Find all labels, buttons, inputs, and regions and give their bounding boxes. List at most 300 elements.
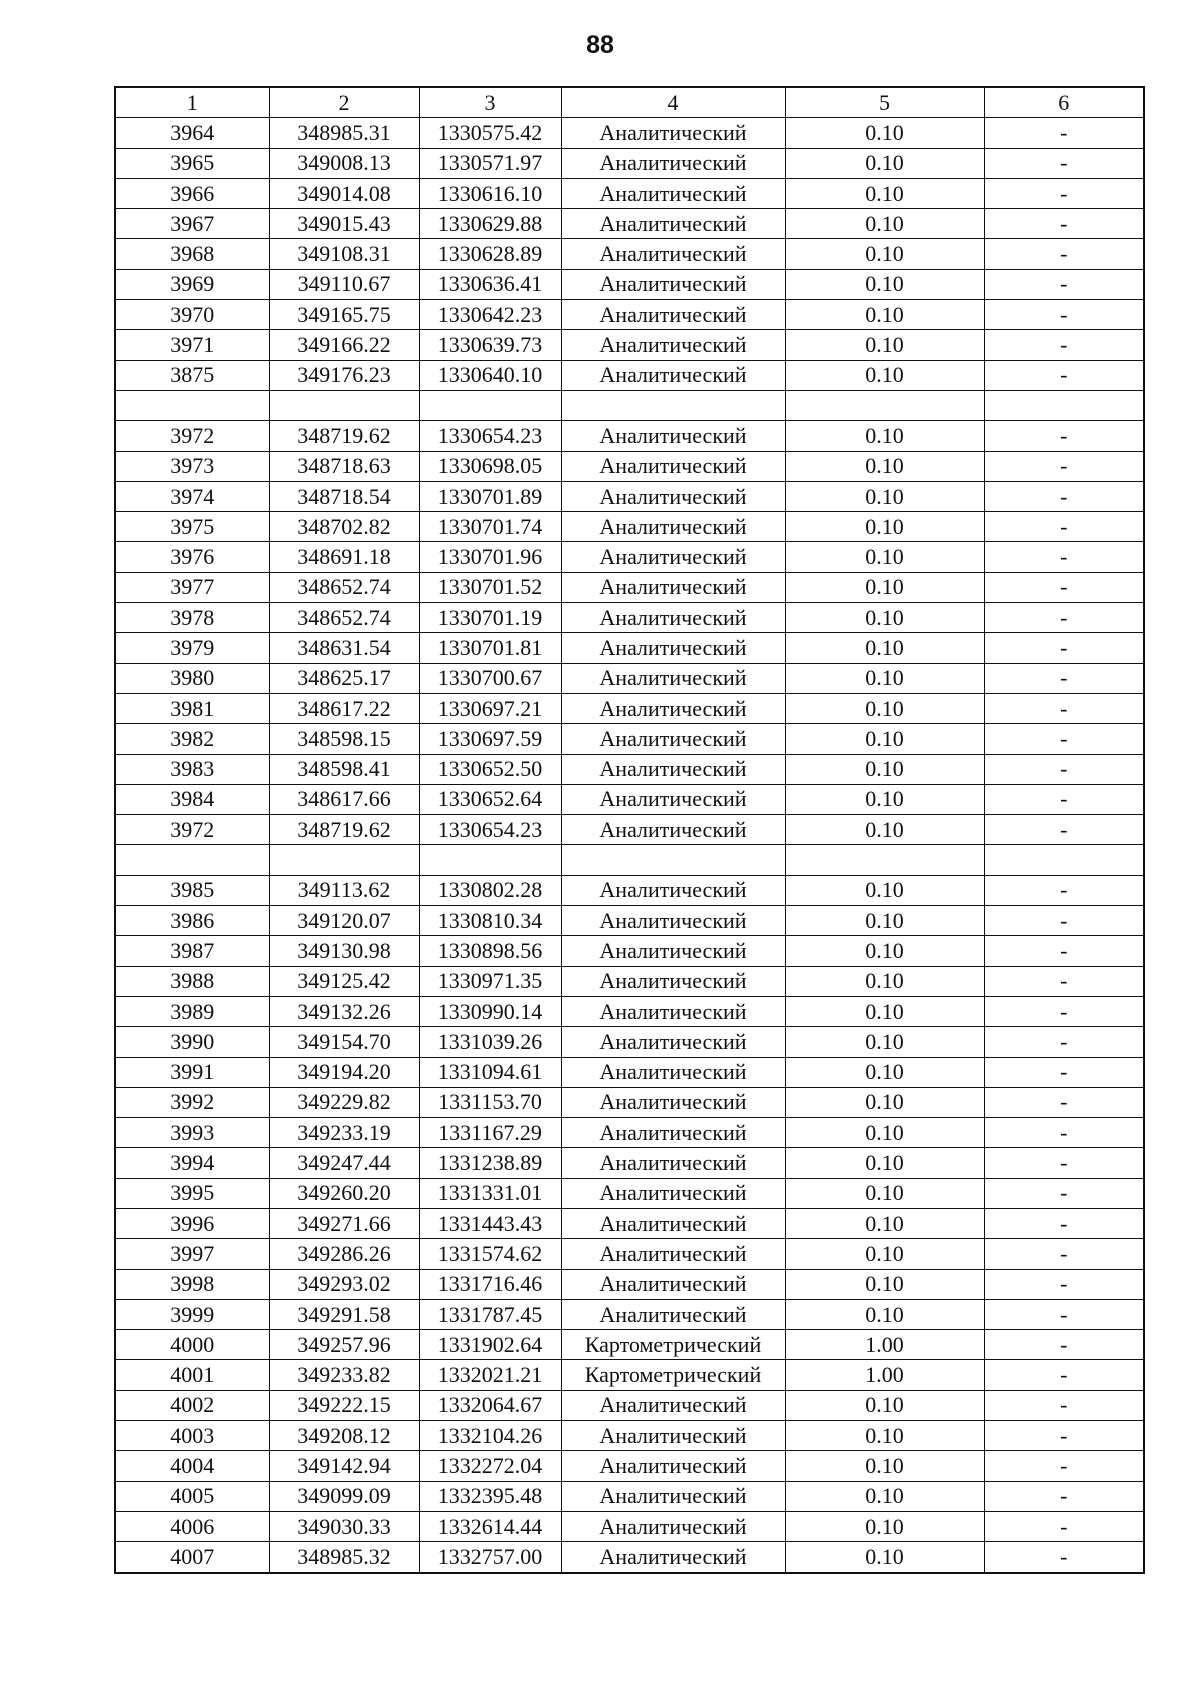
table-row xyxy=(115,178,1144,208)
x-coordinate-cell: 349154.70 xyxy=(269,1027,419,1057)
note-cell: - xyxy=(984,996,1144,1026)
table-separator-row xyxy=(115,390,1144,420)
x-coordinate-cell: 348598.41 xyxy=(269,754,419,784)
table-row xyxy=(115,1087,1144,1117)
x-coordinate-cell: 348702.82 xyxy=(269,512,419,542)
table-row xyxy=(115,1360,1144,1390)
note-cell: - xyxy=(984,603,1144,633)
note-cell: - xyxy=(984,269,1144,299)
x-coordinate-cell: 349165.75 xyxy=(269,300,419,330)
point-number-cell: 3975 xyxy=(115,512,269,542)
point-number-cell: 3971 xyxy=(115,330,269,360)
point-number-cell: 4002 xyxy=(115,1390,269,1420)
point-number-cell: 3988 xyxy=(115,966,269,996)
point-number-cell: 3970 xyxy=(115,300,269,330)
table-row xyxy=(115,330,1144,360)
accuracy-cell: 0.10 xyxy=(785,1178,984,1208)
note-cell: - xyxy=(984,209,1144,239)
point-number-cell: 3972 xyxy=(115,815,269,845)
note-cell: - xyxy=(984,754,1144,784)
note-cell: - xyxy=(984,1087,1144,1117)
x-coordinate-cell: 348985.31 xyxy=(269,118,419,148)
note-cell: - xyxy=(984,1269,1144,1299)
method-cell: Аналитический xyxy=(561,1208,785,1238)
note-cell: - xyxy=(984,1239,1144,1269)
x-coordinate-cell: 349176.23 xyxy=(269,360,419,390)
table-row xyxy=(115,1057,1144,1087)
table-row xyxy=(115,542,1144,572)
point-number-cell: 4003 xyxy=(115,1421,269,1451)
accuracy-cell: 0.10 xyxy=(785,572,984,602)
method-cell: Аналитический xyxy=(561,300,785,330)
accuracy-cell: 0.10 xyxy=(785,1239,984,1269)
note-cell: - xyxy=(984,1148,1144,1178)
x-coordinate-cell: 349108.31 xyxy=(269,239,419,269)
point-number-cell: 3998 xyxy=(115,1269,269,1299)
table-row xyxy=(115,996,1144,1026)
table-row xyxy=(115,906,1144,936)
point-number-cell: 3994 xyxy=(115,1148,269,1178)
method-cell: Аналитический xyxy=(561,754,785,784)
table-row xyxy=(115,148,1144,178)
method-cell: Аналитический xyxy=(561,1148,785,1178)
accuracy-cell: 0.10 xyxy=(785,1027,984,1057)
x-coordinate-cell: 349208.12 xyxy=(269,1421,419,1451)
x-coordinate-cell: 349099.09 xyxy=(269,1481,419,1511)
table-row xyxy=(115,1027,1144,1057)
method-cell: Аналитический xyxy=(561,906,785,936)
header-cell: 4 xyxy=(561,87,785,118)
y-coordinate-cell: 1330697.59 xyxy=(419,724,561,754)
y-coordinate-cell: 1331443.43 xyxy=(419,1208,561,1238)
x-coordinate-cell: 349286.26 xyxy=(269,1239,419,1269)
y-coordinate-cell: 1332757.00 xyxy=(419,1542,561,1573)
note-cell xyxy=(984,390,1144,420)
point-number-cell: 3980 xyxy=(115,663,269,693)
y-coordinate-cell xyxy=(419,390,561,420)
y-coordinate-cell: 1330990.14 xyxy=(419,996,561,1026)
table-row xyxy=(115,1239,1144,1269)
accuracy-cell: 0.10 xyxy=(785,754,984,784)
method-cell xyxy=(561,845,785,875)
y-coordinate-cell: 1330652.64 xyxy=(419,784,561,814)
method-cell: Аналитический xyxy=(561,1481,785,1511)
accuracy-cell: 0.10 xyxy=(785,1299,984,1329)
note-cell: - xyxy=(984,572,1144,602)
note-cell: - xyxy=(984,1178,1144,1208)
method-cell: Аналитический xyxy=(561,966,785,996)
y-coordinate-cell: 1331167.29 xyxy=(419,1118,561,1148)
table-row xyxy=(115,451,1144,481)
method-cell: Аналитический xyxy=(561,330,785,360)
y-coordinate-cell: 1331574.62 xyxy=(419,1239,561,1269)
point-number-cell: 3966 xyxy=(115,178,269,208)
method-cell: Аналитический xyxy=(561,1118,785,1148)
accuracy-cell: 0.10 xyxy=(785,300,984,330)
x-coordinate-cell: 349130.98 xyxy=(269,936,419,966)
method-cell: Аналитический xyxy=(561,512,785,542)
y-coordinate-cell: 1331787.45 xyxy=(419,1299,561,1329)
x-coordinate-cell: 349142.94 xyxy=(269,1451,419,1481)
table-row xyxy=(115,1330,1144,1360)
accuracy-cell: 0.10 xyxy=(785,421,984,451)
x-coordinate-cell: 348625.17 xyxy=(269,663,419,693)
method-cell: Аналитический xyxy=(561,996,785,1026)
method-cell: Аналитический xyxy=(561,421,785,451)
accuracy-cell: 0.10 xyxy=(785,330,984,360)
header-row xyxy=(115,87,1144,118)
point-number-cell: 3968 xyxy=(115,239,269,269)
method-cell: Аналитический xyxy=(561,572,785,602)
accuracy-cell: 1.00 xyxy=(785,1360,984,1390)
table-row xyxy=(115,269,1144,299)
point-number-cell: 4000 xyxy=(115,1330,269,1360)
y-coordinate-cell: 1330571.97 xyxy=(419,148,561,178)
y-coordinate-cell: 1330698.05 xyxy=(419,451,561,481)
method-cell: Картометрический xyxy=(561,1360,785,1390)
x-coordinate-cell: 349233.82 xyxy=(269,1360,419,1390)
note-cell: - xyxy=(984,1481,1144,1511)
table-body xyxy=(115,118,1144,1573)
accuracy-cell: 0.10 xyxy=(785,1208,984,1238)
point-number-cell: 3993 xyxy=(115,1118,269,1148)
note-cell: - xyxy=(984,451,1144,481)
x-coordinate-cell: 349291.58 xyxy=(269,1299,419,1329)
note-cell: - xyxy=(984,1451,1144,1481)
method-cell: Аналитический xyxy=(561,1239,785,1269)
note-cell: - xyxy=(984,330,1144,360)
accuracy-cell: 0.10 xyxy=(785,603,984,633)
note-cell: - xyxy=(984,1330,1144,1360)
table-row xyxy=(115,784,1144,814)
table-row xyxy=(115,633,1144,663)
x-coordinate-cell: 349222.15 xyxy=(269,1390,419,1420)
method-cell: Аналитический xyxy=(561,936,785,966)
note-cell: - xyxy=(984,966,1144,996)
method-cell: Аналитический xyxy=(561,663,785,693)
note-cell: - xyxy=(984,300,1144,330)
point-number-cell: 3973 xyxy=(115,451,269,481)
y-coordinate-cell: 1331039.26 xyxy=(419,1027,561,1057)
y-coordinate-cell: 1330701.19 xyxy=(419,603,561,633)
x-coordinate-cell: 349014.08 xyxy=(269,178,419,208)
x-coordinate-cell: 349247.44 xyxy=(269,1148,419,1178)
note-cell: - xyxy=(984,360,1144,390)
y-coordinate-cell: 1330898.56 xyxy=(419,936,561,966)
method-cell: Аналитический xyxy=(561,815,785,845)
x-coordinate-cell: 348985.32 xyxy=(269,1542,419,1573)
y-coordinate-cell: 1330639.73 xyxy=(419,330,561,360)
header-cell: 3 xyxy=(419,87,561,118)
method-cell: Аналитический xyxy=(561,875,785,905)
accuracy-cell: 0.10 xyxy=(785,1057,984,1087)
accuracy-cell: 0.10 xyxy=(785,875,984,905)
coordinates-table xyxy=(114,86,1145,1574)
accuracy-cell: 0.10 xyxy=(785,209,984,239)
accuracy-cell: 0.10 xyxy=(785,1481,984,1511)
method-cell: Аналитический xyxy=(561,239,785,269)
method-cell: Аналитический xyxy=(561,603,785,633)
x-coordinate-cell: 348718.54 xyxy=(269,481,419,511)
point-number-cell: 3982 xyxy=(115,724,269,754)
x-coordinate-cell: 348631.54 xyxy=(269,633,419,663)
note-cell: - xyxy=(984,693,1144,723)
note-cell: - xyxy=(984,421,1144,451)
y-coordinate-cell: 1330652.50 xyxy=(419,754,561,784)
method-cell: Аналитический xyxy=(561,1421,785,1451)
x-coordinate-cell: 349260.20 xyxy=(269,1178,419,1208)
point-number-cell: 3997 xyxy=(115,1239,269,1269)
point-number-cell: 3999 xyxy=(115,1299,269,1329)
method-cell: Аналитический xyxy=(561,1390,785,1420)
accuracy-cell: 0.10 xyxy=(785,148,984,178)
table-row xyxy=(115,1511,1144,1541)
method-cell: Аналитический xyxy=(561,1087,785,1117)
accuracy-cell: 0.10 xyxy=(785,1390,984,1420)
method-cell: Аналитический xyxy=(561,1178,785,1208)
y-coordinate-cell: 1331094.61 xyxy=(419,1057,561,1087)
y-coordinate-cell: 1330701.74 xyxy=(419,512,561,542)
point-number-cell: 4006 xyxy=(115,1511,269,1541)
y-coordinate-cell: 1330629.88 xyxy=(419,209,561,239)
x-coordinate-cell: 349132.26 xyxy=(269,996,419,1026)
y-coordinate-cell: 1331153.70 xyxy=(419,1087,561,1117)
point-number-cell: 3987 xyxy=(115,936,269,966)
header-cell: 6 xyxy=(984,87,1144,118)
point-number-cell: 3996 xyxy=(115,1208,269,1238)
y-coordinate-cell: 1330642.23 xyxy=(419,300,561,330)
table-row xyxy=(115,239,1144,269)
x-coordinate-cell xyxy=(269,390,419,420)
x-coordinate-cell: 348718.63 xyxy=(269,451,419,481)
table-row xyxy=(115,815,1144,845)
table-row xyxy=(115,1390,1144,1420)
method-cell: Аналитический xyxy=(561,1269,785,1299)
note-cell: - xyxy=(984,1511,1144,1541)
accuracy-cell: 0.10 xyxy=(785,1451,984,1481)
method-cell: Аналитический xyxy=(561,1027,785,1057)
x-coordinate-cell: 349030.33 xyxy=(269,1511,419,1541)
point-number-cell: 3986 xyxy=(115,906,269,936)
accuracy-cell xyxy=(785,845,984,875)
y-coordinate-cell: 1330701.52 xyxy=(419,572,561,602)
accuracy-cell: 0.10 xyxy=(785,1421,984,1451)
point-number-cell xyxy=(115,845,269,875)
accuracy-cell: 0.10 xyxy=(785,663,984,693)
x-coordinate-cell: 348617.22 xyxy=(269,693,419,723)
accuracy-cell: 0.10 xyxy=(785,512,984,542)
table-row xyxy=(115,300,1144,330)
point-number-cell: 3981 xyxy=(115,693,269,723)
x-coordinate-cell: 348652.74 xyxy=(269,603,419,633)
method-cell: Аналитический xyxy=(561,451,785,481)
table-row xyxy=(115,603,1144,633)
accuracy-cell: 0.10 xyxy=(785,269,984,299)
y-coordinate-cell: 1330971.35 xyxy=(419,966,561,996)
y-coordinate-cell: 1330701.89 xyxy=(419,481,561,511)
table-row xyxy=(115,663,1144,693)
x-coordinate-cell: 349166.22 xyxy=(269,330,419,360)
x-coordinate-cell: 349229.82 xyxy=(269,1087,419,1117)
point-number-cell: 3979 xyxy=(115,633,269,663)
y-coordinate-cell: 1331331.01 xyxy=(419,1178,561,1208)
table-row xyxy=(115,118,1144,148)
x-coordinate-cell: 348691.18 xyxy=(269,542,419,572)
note-cell: - xyxy=(984,1421,1144,1451)
point-number-cell: 4007 xyxy=(115,1542,269,1573)
y-coordinate-cell: 1330810.34 xyxy=(419,906,561,936)
note-cell: - xyxy=(984,481,1144,511)
point-number-cell: 3989 xyxy=(115,996,269,1026)
accuracy-cell: 0.10 xyxy=(785,1269,984,1299)
note-cell: - xyxy=(984,875,1144,905)
y-coordinate-cell: 1332614.44 xyxy=(419,1511,561,1541)
method-cell: Аналитический xyxy=(561,148,785,178)
table-row xyxy=(115,572,1144,602)
y-coordinate-cell: 1332021.21 xyxy=(419,1360,561,1390)
method-cell: Аналитический xyxy=(561,481,785,511)
x-coordinate-cell: 348719.62 xyxy=(269,421,419,451)
note-cell: - xyxy=(984,1542,1144,1573)
note-cell: - xyxy=(984,1299,1144,1329)
table-row xyxy=(115,1118,1144,1148)
note-cell: - xyxy=(984,906,1144,936)
header-cell: 5 xyxy=(785,87,984,118)
method-cell: Аналитический xyxy=(561,724,785,754)
note-cell: - xyxy=(984,1118,1144,1148)
x-coordinate-cell: 348598.15 xyxy=(269,724,419,754)
accuracy-cell: 0.10 xyxy=(785,966,984,996)
accuracy-cell: 0.10 xyxy=(785,1148,984,1178)
table-row xyxy=(115,512,1144,542)
table-separator-row xyxy=(115,845,1144,875)
x-coordinate-cell: 349015.43 xyxy=(269,209,419,239)
x-coordinate-cell: 349293.02 xyxy=(269,1269,419,1299)
note-cell: - xyxy=(984,1027,1144,1057)
accuracy-cell: 0.10 xyxy=(785,784,984,814)
y-coordinate-cell: 1330628.89 xyxy=(419,239,561,269)
accuracy-cell: 0.10 xyxy=(785,724,984,754)
y-coordinate-cell: 1330701.96 xyxy=(419,542,561,572)
accuracy-cell: 0.10 xyxy=(785,1542,984,1573)
method-cell: Аналитический xyxy=(561,542,785,572)
accuracy-cell: 0.10 xyxy=(785,178,984,208)
page-number: 88 xyxy=(586,31,614,59)
note-cell xyxy=(984,845,1144,875)
accuracy-cell: 0.10 xyxy=(785,451,984,481)
table-row xyxy=(115,1269,1144,1299)
y-coordinate-cell: 1330701.81 xyxy=(419,633,561,663)
table-row xyxy=(115,209,1144,239)
note-cell: - xyxy=(984,118,1144,148)
method-cell: Аналитический xyxy=(561,118,785,148)
method-cell: Аналитический xyxy=(561,1451,785,1481)
x-coordinate-cell: 349125.42 xyxy=(269,966,419,996)
x-coordinate-cell: 349194.20 xyxy=(269,1057,419,1087)
table-row xyxy=(115,1421,1144,1451)
accuracy-cell: 0.10 xyxy=(785,996,984,1026)
table-row xyxy=(115,1542,1144,1573)
point-number-cell: 3967 xyxy=(115,209,269,239)
y-coordinate-cell: 1330700.67 xyxy=(419,663,561,693)
note-cell: - xyxy=(984,1057,1144,1087)
header-cell: 1 xyxy=(115,87,269,118)
point-number-cell: 3964 xyxy=(115,118,269,148)
x-coordinate-cell: 349110.67 xyxy=(269,269,419,299)
method-cell: Аналитический xyxy=(561,1542,785,1573)
point-number-cell: 3978 xyxy=(115,603,269,633)
y-coordinate-cell: 1330697.21 xyxy=(419,693,561,723)
method-cell: Аналитический xyxy=(561,1299,785,1329)
table-row xyxy=(115,724,1144,754)
accuracy-cell: 0.10 xyxy=(785,542,984,572)
accuracy-cell: 0.10 xyxy=(785,936,984,966)
point-number-cell: 4001 xyxy=(115,1360,269,1390)
accuracy-cell: 0.10 xyxy=(785,633,984,663)
point-number-cell xyxy=(115,390,269,420)
note-cell: - xyxy=(984,724,1144,754)
accuracy-cell: 0.10 xyxy=(785,481,984,511)
table-row xyxy=(115,1178,1144,1208)
accuracy-cell: 0.10 xyxy=(785,118,984,148)
point-number-cell: 3984 xyxy=(115,784,269,814)
y-coordinate-cell: 1330636.41 xyxy=(419,269,561,299)
note-cell: - xyxy=(984,148,1144,178)
note-cell: - xyxy=(984,178,1144,208)
y-coordinate-cell: 1332272.04 xyxy=(419,1451,561,1481)
method-cell: Картометрический xyxy=(561,1330,785,1360)
y-coordinate-cell: 1332395.48 xyxy=(419,1481,561,1511)
method-cell: Аналитический xyxy=(561,360,785,390)
note-cell: - xyxy=(984,1360,1144,1390)
note-cell: - xyxy=(984,815,1144,845)
point-number-cell: 4004 xyxy=(115,1451,269,1481)
note-cell: - xyxy=(984,633,1144,663)
accuracy-cell: 1.00 xyxy=(785,1330,984,1360)
y-coordinate-cell: 1332104.26 xyxy=(419,1421,561,1451)
table-row xyxy=(115,1481,1144,1511)
x-coordinate-cell: 349257.96 xyxy=(269,1330,419,1360)
y-coordinate-cell xyxy=(419,845,561,875)
x-coordinate-cell xyxy=(269,845,419,875)
note-cell: - xyxy=(984,512,1144,542)
table-row xyxy=(115,754,1144,784)
method-cell xyxy=(561,390,785,420)
method-cell: Аналитический xyxy=(561,1057,785,1087)
method-cell: Аналитический xyxy=(561,784,785,814)
x-coordinate-cell: 349120.07 xyxy=(269,906,419,936)
y-coordinate-cell: 1331238.89 xyxy=(419,1148,561,1178)
y-coordinate-cell: 1330575.42 xyxy=(419,118,561,148)
x-coordinate-cell: 349113.62 xyxy=(269,875,419,905)
x-coordinate-cell: 349233.19 xyxy=(269,1118,419,1148)
note-cell: - xyxy=(984,1390,1144,1420)
y-coordinate-cell: 1330802.28 xyxy=(419,875,561,905)
x-coordinate-cell: 348617.66 xyxy=(269,784,419,814)
note-cell: - xyxy=(984,784,1144,814)
y-coordinate-cell: 1331716.46 xyxy=(419,1269,561,1299)
point-number-cell: 3969 xyxy=(115,269,269,299)
accuracy-cell: 0.10 xyxy=(785,1087,984,1117)
header-cell: 2 xyxy=(269,87,419,118)
accuracy-cell: 0.10 xyxy=(785,360,984,390)
y-coordinate-cell: 1330654.23 xyxy=(419,421,561,451)
x-coordinate-cell: 348719.62 xyxy=(269,815,419,845)
point-number-cell: 3985 xyxy=(115,875,269,905)
note-cell: - xyxy=(984,239,1144,269)
point-number-cell: 3972 xyxy=(115,421,269,451)
table-row xyxy=(115,1451,1144,1481)
